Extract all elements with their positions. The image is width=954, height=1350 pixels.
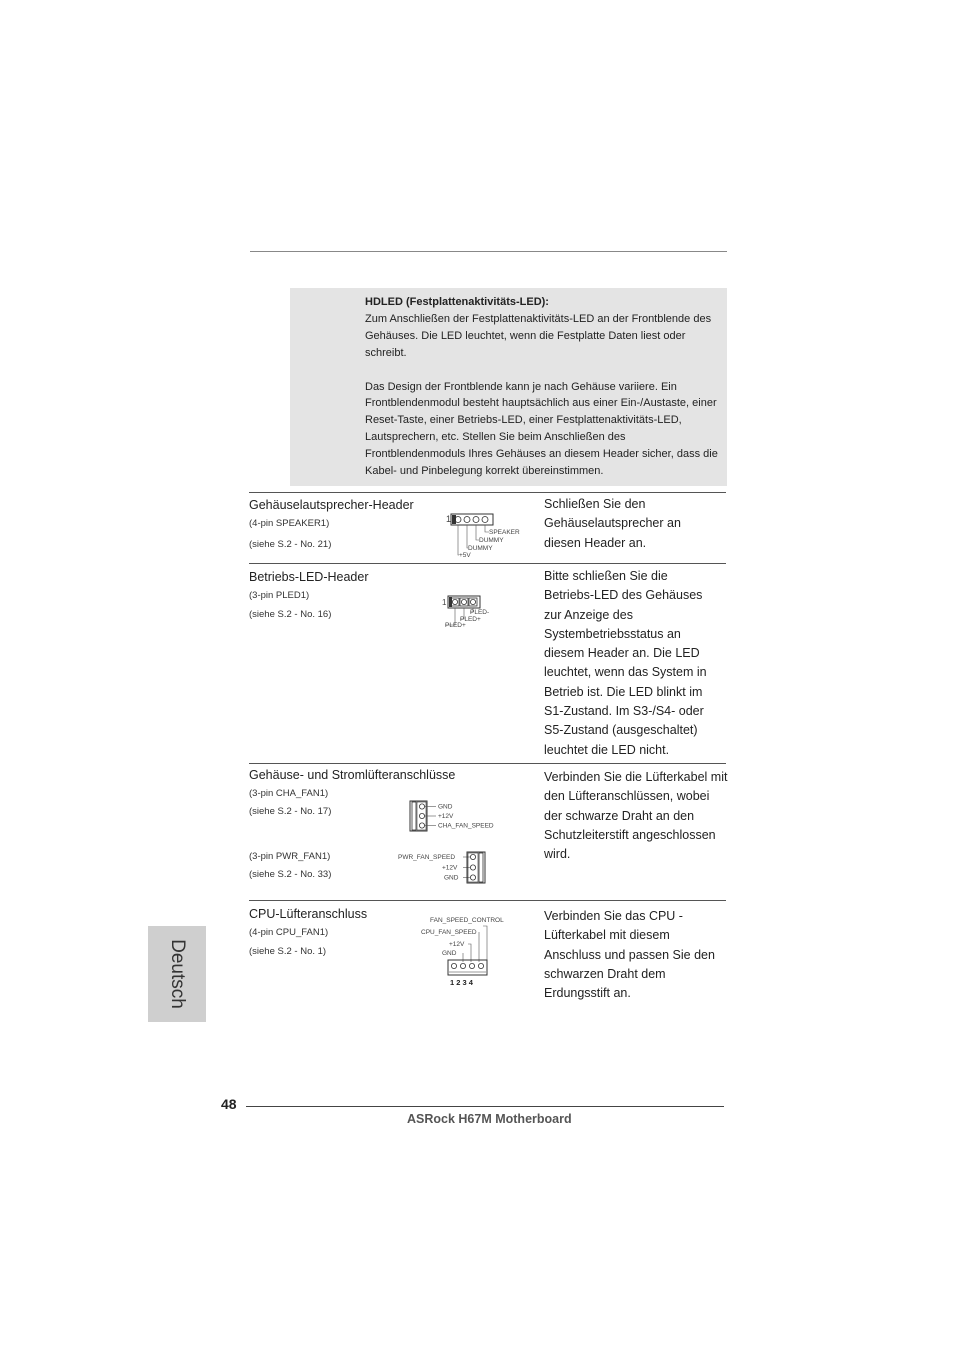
pled-pin: (3-pin PLED1) xyxy=(249,590,310,601)
row-divider xyxy=(249,492,726,493)
cpu-fan-pin: (4-pin CPU_FAN1) xyxy=(249,927,329,938)
desc-line: Bitte schließen Sie die xyxy=(544,569,668,583)
cpu-label-gnd: GND xyxy=(442,950,457,957)
note-para-1 xyxy=(365,311,727,362)
speaker-pin1-label: 1 xyxy=(446,514,452,524)
speaker-label-dummy: DUMMY xyxy=(468,545,493,552)
pled-header-diagram xyxy=(440,592,510,632)
pwr-fan-label-gnd: GND xyxy=(444,874,459,882)
page-number: 48 xyxy=(221,1096,237,1112)
row-divider xyxy=(249,763,726,764)
pwr-fan-diagram xyxy=(396,850,488,886)
desc-line: Betrieb ist. Die LED blinkt im xyxy=(544,684,703,699)
desc-line: Anschluss und passen Sie den xyxy=(544,947,715,962)
desc-line: den Lüfteranschlüssen, wobei xyxy=(544,789,710,804)
top-rule xyxy=(250,251,727,252)
note-line: schreibt. xyxy=(365,346,407,359)
speaker-ref: (siehe S.2 - No. 21) xyxy=(249,539,332,550)
speaker-label-dummy: DUMMY xyxy=(479,537,504,544)
fans-title: Gehäuse- und Stromlüfteranschlüsse xyxy=(249,768,456,782)
cha-fan-diagram xyxy=(408,798,508,834)
pled-label-plus: PLED+ xyxy=(460,616,481,623)
cpu-fan-title: CPU-Lüfteranschluss xyxy=(249,907,368,921)
note-line: Reset-Taste, einer Betriebs-LED, einer Festplattenaktivitäts-LED, xyxy=(365,414,682,427)
cpu-fan-diagram xyxy=(418,912,518,990)
desc-line: Systembetriebsstatus an xyxy=(544,626,681,641)
fans-description xyxy=(544,768,744,864)
speaker-description xyxy=(544,495,736,553)
speaker-title: Gehäuselautsprecher-Header xyxy=(249,498,414,512)
hdled-title: HDLED (Festplattenaktivitäts-LED): xyxy=(365,296,549,308)
desc-line: Betriebs-LED des Gehäuses xyxy=(544,588,703,603)
pwr-fan-pin: (3-pin PWR_FAN1) xyxy=(249,851,331,862)
pled-description xyxy=(544,567,736,760)
note-line: Frontblendenmodul besteht hauptsächlich aus einer Ein-/Austaste, einer xyxy=(365,397,717,410)
desc-line: zur Anzeige des xyxy=(544,607,633,622)
pled-label-minus: PLED- xyxy=(470,609,490,616)
note-para-2 xyxy=(365,379,727,480)
cha-fan-label-speed: CHA_FAN_SPEED xyxy=(438,822,494,830)
speaker-pin: (4-pin SPEAKER1) xyxy=(249,518,330,529)
pled-title: Betriebs-LED-Header xyxy=(249,570,369,584)
cha-fan-ref: (siehe S.2 - No. 17) xyxy=(249,806,332,817)
speaker-label-5v: +5V xyxy=(459,552,471,559)
cpu-label-cpu-fan-speed: CPU_FAN_SPEED xyxy=(421,929,477,936)
row-divider xyxy=(249,900,726,901)
desc-line: leuchtet die LED nicht. xyxy=(544,742,670,757)
desc-line: Gehäuselautsprecher an xyxy=(544,516,681,531)
desc-line: leuchtet, wenn das System in xyxy=(544,665,707,680)
desc-line: Schließen Sie den xyxy=(544,497,646,511)
language-tab-label: Deutsch xyxy=(167,939,188,1009)
hdled-note xyxy=(365,294,727,480)
footer-text: ASRock H67M Motherboard xyxy=(407,1112,572,1126)
speaker-header-diagram xyxy=(444,510,534,562)
pwr-fan-ref: (siehe S.2 - No. 33) xyxy=(249,869,332,880)
row-divider xyxy=(249,563,726,564)
cpu-label-fan-speed-control: FAN_SPEED_CONTROL xyxy=(430,917,504,924)
pwr-fan-label-speed: PWR_FAN_SPEED xyxy=(398,854,456,861)
desc-line: Lüfterkabel mit diesem xyxy=(544,928,670,943)
cha-fan-pin: (3-pin CHA_FAN1) xyxy=(249,788,329,799)
desc-line: wird. xyxy=(544,847,571,862)
desc-line: Erdungsstift an. xyxy=(544,986,631,1001)
pled-ref: (siehe S.2 - No. 16) xyxy=(249,609,332,620)
cha-fan-label-12v: +12V xyxy=(438,813,454,820)
cpu-fan-ref: (siehe S.2 - No. 1) xyxy=(249,946,327,957)
desc-line: Schutzleiterstift angeschlossen xyxy=(544,827,716,842)
note-line: Gehäuses. Die LED leuchtet, wenn die Festplatte Daten liest oder xyxy=(365,329,686,342)
desc-line: diesen Header an. xyxy=(544,535,647,550)
desc-line: Verbinden Sie die Lüfterkabel mit xyxy=(544,770,728,784)
note-line: Das Design der Frontblende kann je nach Gehäuse variiere. Ein xyxy=(365,380,677,393)
note-line: Lautsprechern, etc. Stellen Sie beim Anschließen des xyxy=(365,431,626,444)
desc-line: S1-Zustand. Im S3-/S4- oder xyxy=(544,704,704,719)
desc-line: Verbinden Sie das CPU - xyxy=(544,909,683,923)
cha-fan-label-gnd: GND xyxy=(438,803,453,811)
footer-rule xyxy=(246,1106,724,1107)
pwr-fan-label-12v: +12V xyxy=(442,864,458,872)
note-line: Kabel- und Pinbelegung korrekt übereinstimmen. xyxy=(365,465,604,478)
cpu-label-12v: +12V xyxy=(449,941,465,948)
pled-pin1-label: 1 xyxy=(442,598,447,607)
desc-line: diesem Header an. Die LED xyxy=(544,646,700,661)
note-line: Frontblendenmoduls Ihres Gehäuses an diesem Header sicher, dass die xyxy=(365,448,718,461)
desc-line: der schwarze Draht an den xyxy=(544,808,695,823)
note-line: Zum Anschließen der Festplattenaktivitäts-LED an der Frontblende des xyxy=(365,312,712,325)
pled-label-plus: PLED+ xyxy=(445,622,466,629)
speaker-label-speaker: SPEAKER xyxy=(489,529,520,536)
cpu-fan-description xyxy=(544,907,736,1003)
cpu-pin-numbers: 1 2 3 4 xyxy=(450,978,473,987)
desc-line: S5-Zustand (ausgeschaltet) xyxy=(544,723,698,738)
language-tab xyxy=(148,926,206,1022)
desc-line: schwarzen Draht dem xyxy=(544,966,666,981)
